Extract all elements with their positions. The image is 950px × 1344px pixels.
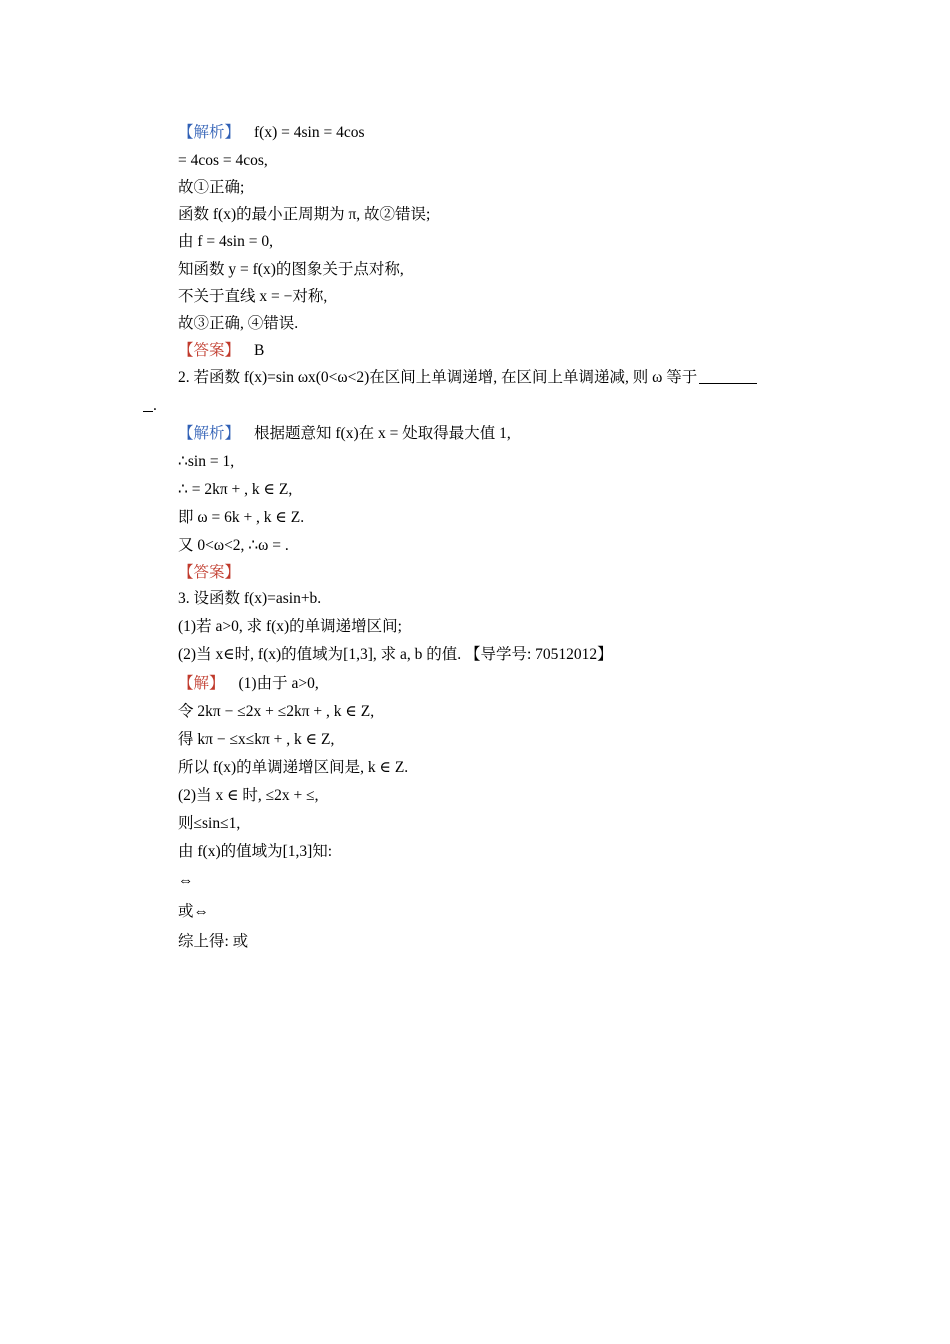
question-2-tail-text: . [153, 397, 157, 414]
answer-1-value: B [254, 342, 265, 359]
analysis-2-step-3: ∴ = 2kπ + , k ∈ Z, [178, 481, 293, 498]
question-3-part-2: (2)当 x∈时, f(x)的值域为[1,3], 求 a, b 的值. 【导学号: 70512012】 [178, 646, 613, 663]
question-2-text: 2. 若函数 f(x)=sin ωx(0<ω<2)在区间上单调递增, 在区间上单调递减, 则 ω 等于 [178, 369, 698, 386]
analysis-2-text: 根据题意知 f(x)在 x = 处取得最大值 1, [254, 425, 511, 442]
solution-3-step-6: 则≤sin≤1, [178, 815, 241, 832]
solution-3-step-7: 由 f(x)的值域为[1,3]知: [178, 843, 333, 860]
solution-3-step-3: 得 kπ − ≤x≤kπ + , k ∈ Z, [178, 731, 335, 748]
question-3-stem: 3. 设函数 f(x)=asin+b. [178, 590, 322, 607]
answer-blank-tail [143, 397, 153, 412]
analysis-2-step-4: 即 ω = 6k + , k ∈ Z. [178, 509, 305, 526]
solution-3-step-5: (2)当 x ∈ 时, ≤2x + ≤, [178, 787, 319, 804]
analysis-2-step-2: ∴sin = 1, [178, 453, 235, 470]
solution-3-step-8: ⇔ [178, 872, 194, 889]
analysis-1-text: f(x) = 4sin = 4cos [254, 124, 365, 141]
analysis-1-step-7: 不关于直线 x = −对称, [178, 288, 328, 305]
solution-3-conclusion: 综上得: 或 [178, 933, 249, 950]
analysis-1-step-2: = 4cos = 4cos, [178, 152, 268, 169]
analysis-1-step-3: 故①正确; [178, 179, 245, 196]
answer-2-line [178, 563, 254, 583]
solution-3-step-4: 所以 f(x)的单调递增区间是, k ∈ Z. [178, 759, 409, 776]
question-2-stem-tail [143, 396, 157, 416]
question-2-stem [178, 368, 757, 388]
answer-tag: 【答案】 [178, 342, 241, 359]
analysis-1-step-5: 由 f = 4sin = 0, [178, 233, 273, 250]
analysis-2-line [178, 424, 511, 444]
analysis-tag: 【解析】 [178, 124, 241, 141]
question-3-part-1: (1)若 a>0, 求 f(x)的单调递增区间; [178, 618, 402, 635]
answer-tag: 【答案】 [178, 564, 241, 581]
solution-3-text: (1)由于 a>0, [238, 675, 319, 692]
analysis-1-line [178, 123, 364, 143]
solution-3-step-2: 令 2kπ − ≤2x + ≤2kπ + , k ∈ Z, [178, 703, 375, 720]
answer-1-line [178, 341, 264, 361]
solution-3-line [178, 674, 319, 694]
analysis-1-step-4: 函数 f(x)的最小正周期为 π, 故②错误; [178, 206, 431, 223]
analysis-1-step-6: 知函数 y = f(x)的图象关于点对称, [178, 261, 404, 278]
analysis-tag: 【解析】 [178, 425, 241, 442]
analysis-2-step-5: 又 0<ω<2, ∴ω = . [178, 537, 289, 554]
solution-3-step-9: 或⇔ [178, 903, 210, 920]
analysis-1-step-8: 故③正确, ④错误. [178, 315, 299, 332]
solution-tag: 【解】 [178, 675, 225, 692]
answer-blank [699, 369, 757, 384]
